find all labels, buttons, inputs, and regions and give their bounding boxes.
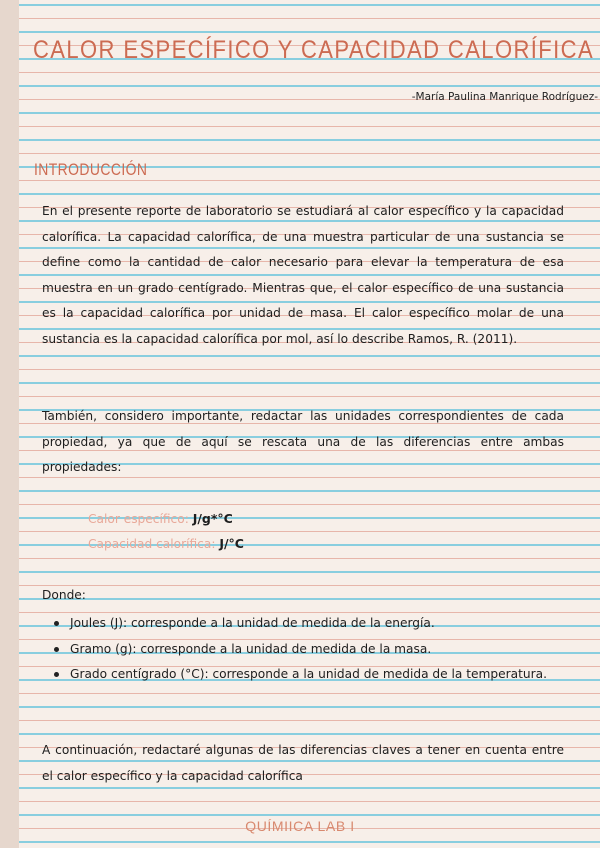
- units-intro-paragraph: También, considero importante, redactar las unidades correspondientes de cada propiedad, ya que de aquí se rescata una de las diferencias entre ambas propiedades:: [42, 409, 564, 475]
- footer-label: QUÍMIICA LAB I: [245, 818, 355, 834]
- author-name: -María Paulina Manrique Rodríguez-: [411, 91, 598, 103]
- list-item-text: Joules (J): corresponde a la unidad de medida de la energía.: [70, 616, 435, 630]
- section-heading-introduccion: INTRODUCCIÓN: [34, 160, 148, 179]
- list-item-text: Grado centígrado (°C): corresponde a la unidad de medida de la temperatura.: [70, 667, 547, 682]
- unit-specific-heat: [88, 511, 233, 526]
- document-title: CALOR ESPECÍFICO Y CAPACIDAD CALORÍFICA: [33, 36, 595, 64]
- unit-label: Capacidad calorífica:: [88, 537, 216, 551]
- list-item: [52, 637, 564, 663]
- unit-value: J/g*°C: [192, 511, 233, 526]
- bullet-icon: [54, 621, 59, 626]
- list-item: [52, 611, 564, 637]
- list-item-text: Gramo (g): corresponde a la unidad de medida de la masa.: [70, 641, 432, 656]
- unit-label: Calor específico:: [88, 512, 189, 526]
- differences-paragraph: A continuación, redactaré algunas de las diferencias claves a tener en cuenta entre el calor específico y la capacidad calorífica: [42, 743, 564, 783]
- intro-paragraph: En el presente reporte de laboratorio se estudiará al calor específico y la capacidad calorífica. La capacidad calorífica, de una muestra particular de una sustancia se define como la cantidad de calor necesario para elevar la temperatura de esa muestra en un grado centígrado. Mientras que, el calor específico de una sustancia es la capacidad calorífica por unidad de masa. El calor específico molar de una sustancia es la capacidad calorífica por mol, así lo describe Ramos, R. (2011).: [42, 204, 564, 346]
- units-definition-list: [52, 611, 564, 688]
- bullet-icon: [54, 672, 59, 677]
- left-margin-strip: [0, 0, 19, 848]
- unit-value: J/°C: [219, 536, 244, 551]
- bullet-icon: [54, 647, 59, 652]
- unit-heat-capacity: [88, 536, 244, 551]
- donde-label: Donde:: [42, 588, 86, 602]
- list-item: [52, 662, 564, 688]
